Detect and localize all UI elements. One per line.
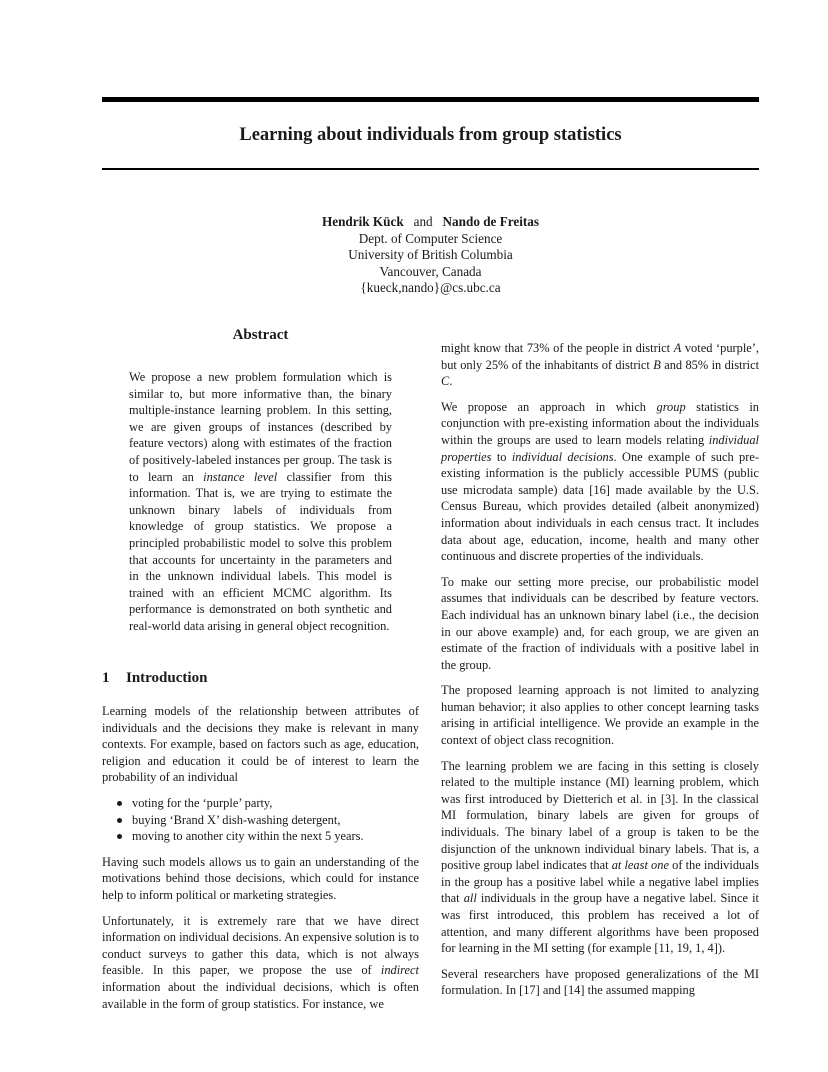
bullet-item: moving to another city within the next 5 years. — [102, 828, 419, 845]
paragraph: Several researchers have proposed generalizations of the MI formulation. In [17] and [14] the assumed mapping — [441, 966, 759, 998]
right-column-body — [441, 340, 759, 1008]
author-connector: and — [413, 214, 433, 229]
author-names — [102, 214, 759, 231]
section-heading-introduction — [102, 670, 207, 687]
paragraph: Having such models allows us to gain an understanding of the motivations behind those decisions, which could for instance help to inform political or marketing strategies. — [102, 854, 419, 902]
paragraph: might know that 73% of the people in district A voted ‘purple’, but only 25% of the inhabitants of district B and 85% in district C. — [441, 341, 760, 389]
paragraph: To make our setting more precise, our probabilistic model assumes that individuals can be described by feature vectors. Each individual has an unknown binary label (i.e., the decision in our above example) and, for each group, we are given an estimate of the fraction of individuals with a positive label in the group. — [441, 574, 759, 672]
abstract-text: We propose a new problem formulation which is similar to, but more informative than, the binary multiple-instance learning problem. In this setting, we are given groups of instances (described by feature vectors) along with estimates of the fraction of positively-labeled instances per group. The task is to learn an instance level classifier from this information. That is, we are trying to estimate the unknown binary labels of individuals from knowledge of group statistics. We propose a principled probabilistic model to solve this problem that accounts for uncertainty in the parameters and in the unknown individual labels. This model is trained with an efficient MCMC algorithm. Its performance is demonstrated on both synthetic and real-world data arising in general object recognition. — [129, 370, 392, 633]
paragraph: The learning problem we are facing in this setting is closely related to the multiple instance (MI) learning problem, which was first introduced by Dietterich et al. in [3]. In the classical MI formulation, binary labels are given for groups of individuals. The binary label of a group is taken to be the disjunction of the unknown individual binary labels. That is, a positive group label indicates that at least one of the individuals in the group has a positive label while a negative label implies that all individuals in the group have a negative label. Since it was first introduced, this problem has received a lot of attention, and many different algorithms have been proposed for learning in the MI setting (for example [11, 19, 1, 4]). — [441, 758, 759, 956]
section-number: 1 — [102, 670, 110, 686]
left-column-body — [102, 703, 419, 1021]
paragraph: Learning models of the relationship between attributes of individuals and the decisions they make is relevant in many contexts. For example, based on factors such as age, education, religion and education it could be of interest to learn the probability of an individual — [102, 704, 419, 785]
bullet-item: voting for the ‘purple’ party, — [102, 795, 419, 812]
author-name: Nando de Freitas — [442, 214, 539, 229]
bullet-item: buying ‘Brand X’ dish-washing detergent, — [102, 812, 419, 829]
paper-title: Learning about individuals from group statistics — [239, 125, 622, 145]
section-title: Introduction — [126, 670, 208, 686]
paragraph: The proposed learning approach is not limited to analyzing human behavior; it also applies to other concept learning tasks arising in artificial intelligence. We provide an example in the context of object class recognition. — [441, 683, 759, 748]
author-email: {kueck,nando}@cs.ubc.ca — [360, 280, 501, 295]
author-block — [102, 214, 759, 297]
abstract-heading: Abstract — [232, 327, 289, 343]
affiliation-location: Vancouver, Canada — [379, 263, 482, 279]
title-rule — [102, 168, 759, 170]
affiliation-university: University of British Columbia — [348, 247, 513, 262]
top-rule — [102, 97, 759, 102]
paragraph: We propose an approach in which group statistics in conjunction with pre-existing information about the individuals within the groups are used to learn models relating individual properties to individual decisions. One example of such pre-existing information is the publicly accessible PUMS (public use microdata sample) data [16] made available by the U.S. Census Bureau, which provides detailed (albeit anonymized) information about individuals in each census tract. It includes data about age, education, income, health and many other continuous and discrete properties of the individuals. — [441, 399, 759, 564]
affiliation-dept: Dept. of Computer Science — [358, 230, 503, 246]
paragraph: Unfortunately, it is extremely rare that we have direct information on individual decisions. An expensive solution is to conduct surveys to gather this data, which is not always feasible. In this paper, we propose the use of indirect information about the individual decisions, which is often available in the form of group statistics. For instance, we — [102, 913, 419, 1011]
bullet-list — [102, 795, 419, 845]
author-name: Hendrik Kück — [321, 214, 404, 229]
